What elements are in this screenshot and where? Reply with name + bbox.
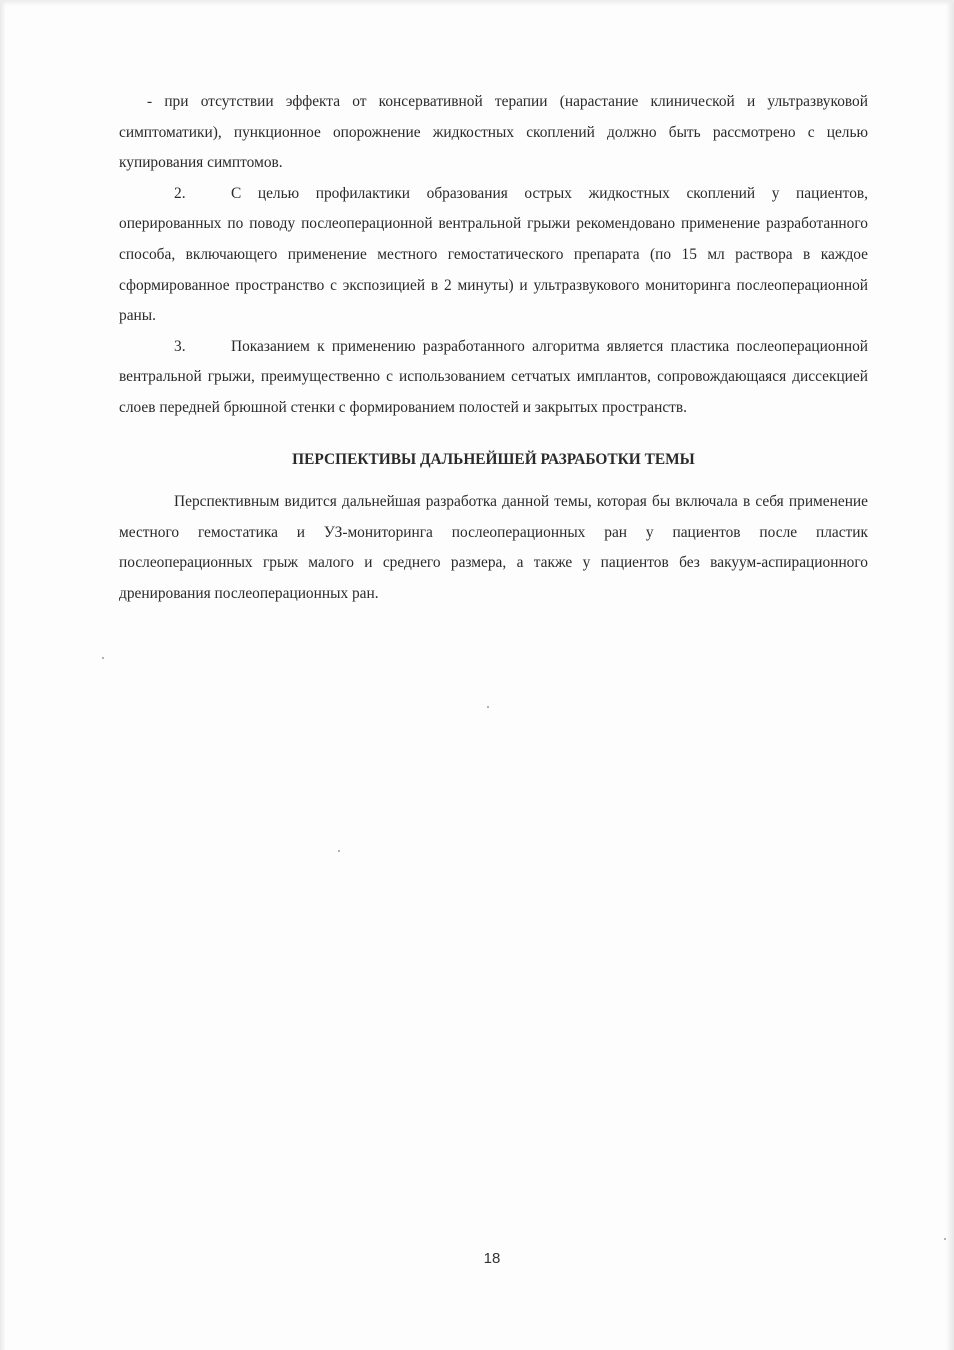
section-heading: ПЕРСПЕКТИВЫ ДАЛЬНЕЙШЕЙ РАЗРАБОТКИ ТЕМЫ: [292, 450, 695, 468]
paragraph-number: 3.: [174, 337, 186, 355]
scan-edge-right: [946, 0, 954, 1350]
scan-speck: [944, 1238, 946, 1240]
section-paragraph: Перспективным видится дальнейшая разработка данной темы, которая бы включала в себя применение местного гемостатика и УЗ-мониторинга послеоперационных ран у пациентов после пластик послеоперационных грыж малого и среднего размера, а также у пациентов без вакуум-аспирационного дренирования послеоперационных ран.: [119, 493, 868, 602]
paragraph-bullet: - при отсутствии эффекта от консервативной терапии (нарастание клинической и ультразвуковой симптоматики), пункционное опорожнение жидкостных скоплений должно быть рассмотрено с целью купирования симптомов.: [119, 93, 868, 172]
document-body: [119, 87, 868, 610]
scan-speck: [487, 706, 489, 708]
scan-speck: [338, 850, 340, 852]
scan-edge-top: [0, 0, 954, 6]
paragraph-text: С целью профилактики образования острых жидкостных скоплений у пациентов, оперированных по поводу послеоперационной вентральной грыжи рекомендовано применение разработанного способа, включающего применение местного гемостатического препарата (по 15 мл раствора в каждое сформированное пространство с экспозицией в 2 минуты) и ультразвукового мониторинга послеоперационной раны.: [119, 184, 868, 325]
numbered-paragraph-2: [119, 179, 868, 332]
scan-speck: [102, 657, 104, 659]
paragraph-number: 2.: [174, 184, 186, 202]
page-number: 18: [483, 1250, 501, 1267]
paragraph-text: Показанием к применению разработанного алгоритма является пластика послеоперационной вентральной грыжи, преимущественно с использованием сетчатых имплантов, сопровождающаяся диссекцией слоев передней брюшной стенки с формированием полостей и закрытых пространств.: [119, 337, 868, 416]
numbered-paragraph-3: [119, 332, 868, 424]
scan-edge-left: [0, 0, 6, 1350]
